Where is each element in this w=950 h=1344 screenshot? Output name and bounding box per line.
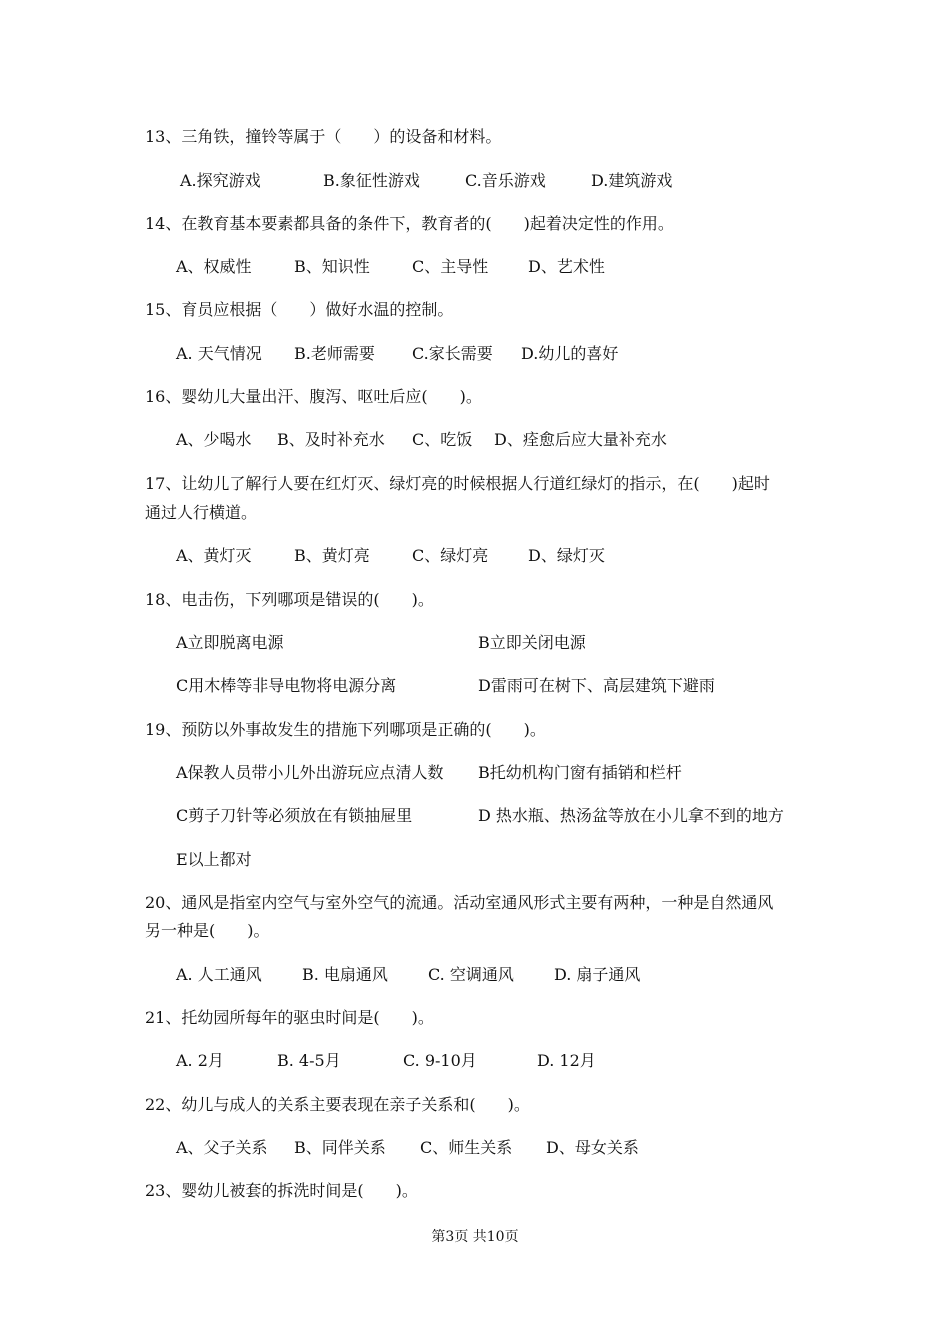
option-c: C、主导性 <box>412 257 489 276</box>
option-b: B.象征性游戏 <box>323 171 420 190</box>
option-b: B、黄灯亮 <box>294 546 370 565</box>
option-c: C、师生关系 <box>420 1138 513 1157</box>
option-a: A. 天气情况 <box>176 344 262 363</box>
option-a: A. 2月 <box>176 1051 224 1070</box>
option-c: C.家长需要 <box>412 344 493 363</box>
question-16: 16、婴幼儿大量出汗、腹泻、呕吐后应( )。 <box>145 387 482 406</box>
page-footer: 第3页 共10页 <box>431 1229 519 1245</box>
option-d: D.建筑游戏 <box>591 171 673 190</box>
option-a: A.探究游戏 <box>180 171 261 190</box>
option-b: B、及时补充水 <box>277 430 385 449</box>
question-20-line-2: 另一种是( )。 <box>145 921 270 940</box>
question-19: 19、预防以外事故发生的措施下列哪项是正确的( )。 <box>145 720 546 739</box>
option-b: B.老师需要 <box>294 344 375 363</box>
option-b: B立即关闭电源 <box>478 633 586 652</box>
option-a: A保教人员带小儿外出游玩应点清人数 <box>176 763 444 782</box>
option-c: C剪子刀针等必须放在有锁抽屉里 <box>176 806 413 825</box>
option-d: D、母女关系 <box>546 1138 639 1157</box>
option-c: C、吃饭 <box>412 430 473 449</box>
option-a: A立即脱离电源 <box>176 633 284 652</box>
option-c: C. 空调通风 <box>428 965 514 984</box>
option-d: D、艺术性 <box>528 257 605 276</box>
option-a: A、父子关系 <box>176 1138 268 1157</box>
option-d: D. 扇子通风 <box>554 965 641 984</box>
option-e: E以上都对 <box>176 850 252 869</box>
option-d: D. 12月 <box>537 1051 596 1070</box>
question-20-line-1: 20、通风是指室内空气与室外空气的流通。活动室通风形式主要有两种，一种是自然通风 <box>145 893 774 912</box>
question-14: 14、在教育基本要素都具备的条件下，教育者的( )起着决定性的作用。 <box>145 214 674 233</box>
option-d: D 热水瓶、热汤盆等放在小儿拿不到的地方 <box>478 806 784 825</box>
option-a: A、少喝水 <box>176 430 252 449</box>
option-a: A. 人工通风 <box>176 965 262 984</box>
question-22: 22、幼儿与成人的关系主要表现在亲子关系和( )。 <box>145 1095 530 1114</box>
question-13: 13、三角铁，撞铃等属于（ ）的设备和材料。 <box>145 127 502 146</box>
option-a: A、黄灯灭 <box>176 546 252 565</box>
question-17-line-1: 17、让幼儿了解行人要在红灯灭、绿灯亮的时候根据人行道红绿灯的指示，在( )起时 <box>145 474 770 493</box>
question-18: 18、电击伤，下列哪项是错误的( )。 <box>145 590 434 609</box>
option-b: B、同伴关系 <box>294 1138 386 1157</box>
question-15: 15、育员应根据（ ）做好水温的控制。 <box>145 300 454 319</box>
option-c: C. 9-10月 <box>403 1051 477 1070</box>
option-d: D.幼儿的喜好 <box>521 344 619 363</box>
option-d: D、绿灯灭 <box>528 546 605 565</box>
option-d: D、痊愈后应大量补充水 <box>494 430 667 449</box>
option-c: C.音乐游戏 <box>465 171 546 190</box>
option-b: B托幼机构门窗有插销和栏杆 <box>478 763 682 782</box>
question-17-line-2: 通过人行横道。 <box>145 503 258 522</box>
option-b: B. 4-5月 <box>277 1051 341 1070</box>
option-b: B、知识性 <box>294 257 370 276</box>
option-a: A、权威性 <box>176 257 252 276</box>
option-d: D雷雨可在树下、高层建筑下避雨 <box>478 676 715 695</box>
option-c: C用木棒等非导电物将电源分离 <box>176 676 397 695</box>
question-21: 21、托幼园所每年的驱虫时间是( )。 <box>145 1008 434 1027</box>
option-c: C、绿灯亮 <box>412 546 489 565</box>
option-b: B. 电扇通风 <box>302 965 388 984</box>
question-23: 23、婴幼儿被套的拆洗时间是( )。 <box>145 1181 418 1200</box>
